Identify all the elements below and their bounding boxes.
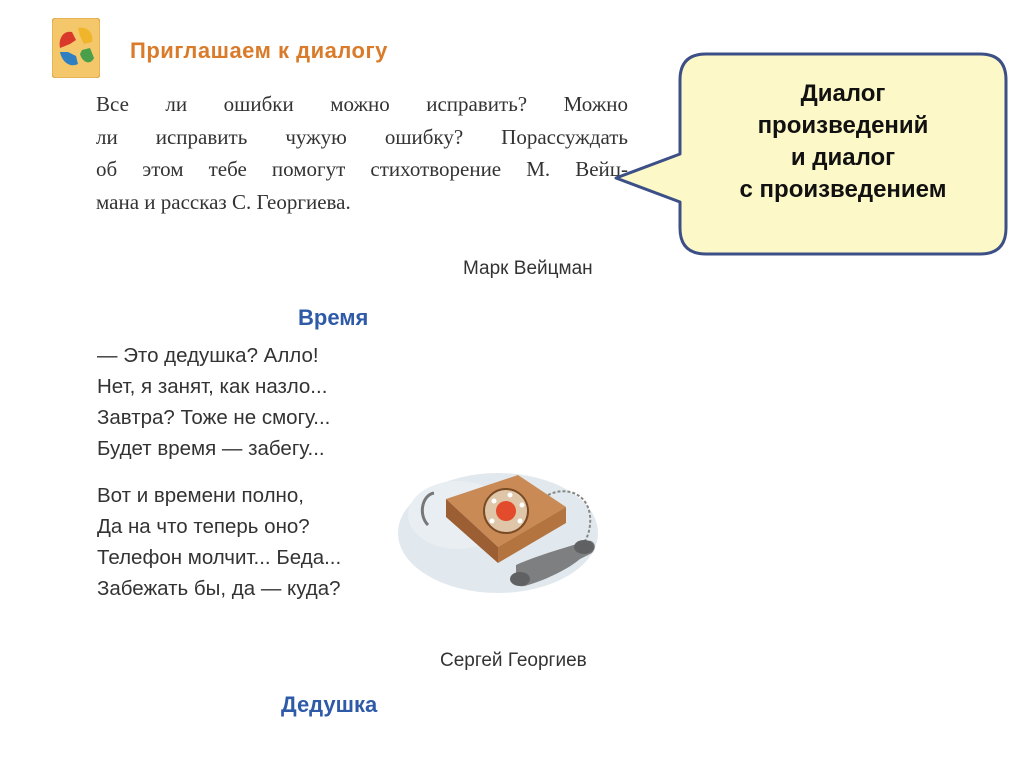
rotary-telephone-illustration: [398, 455, 610, 603]
poem-line: Завтра? Тоже не смогу...: [97, 406, 331, 429]
poem-line: Телефон молчит... Беда...: [97, 546, 342, 569]
intro-line: ли исправить чужую ошибку? Порассуждать: [96, 124, 628, 149]
poem-line: — Это дедушка? Алло!: [97, 344, 319, 367]
callout-line: с произведением: [739, 176, 947, 203]
story-author: Сергей Георгиев: [440, 650, 587, 671]
section-title: Приглашаем к диалогу: [130, 38, 388, 63]
intro-line: Все ли ошибки можно исправить? Можно: [96, 92, 628, 116]
poem-author: Марк Вейцман: [463, 258, 593, 279]
poem-stanza-2: [97, 480, 341, 604]
poem-title: Время: [298, 305, 369, 330]
callout-line: произведений: [757, 112, 929, 139]
poem-line: Нет, я занят, как назло...: [97, 375, 328, 398]
hands-logo-icon: [52, 18, 100, 78]
poem-line: Вот и времени полно,: [97, 484, 304, 507]
intro-line: мана и рассказ С. Георгиева.: [96, 189, 351, 214]
poem-line: Будет время — забегу...: [97, 437, 325, 460]
poem-stanza-1: [97, 340, 330, 464]
callout-line: Диалог: [800, 80, 886, 107]
poem-line: Да на что теперь оно?: [97, 515, 310, 538]
callout-text: [690, 78, 996, 206]
poem-line: Забежать бы, да — куда?: [97, 577, 341, 600]
intro-line: об этом тебе помогут стихотворение М. Вейц-: [96, 157, 628, 181]
story-title: Дедушка: [281, 692, 378, 717]
intro-paragraph: [96, 88, 628, 218]
callout-line: и диалог: [790, 144, 896, 171]
